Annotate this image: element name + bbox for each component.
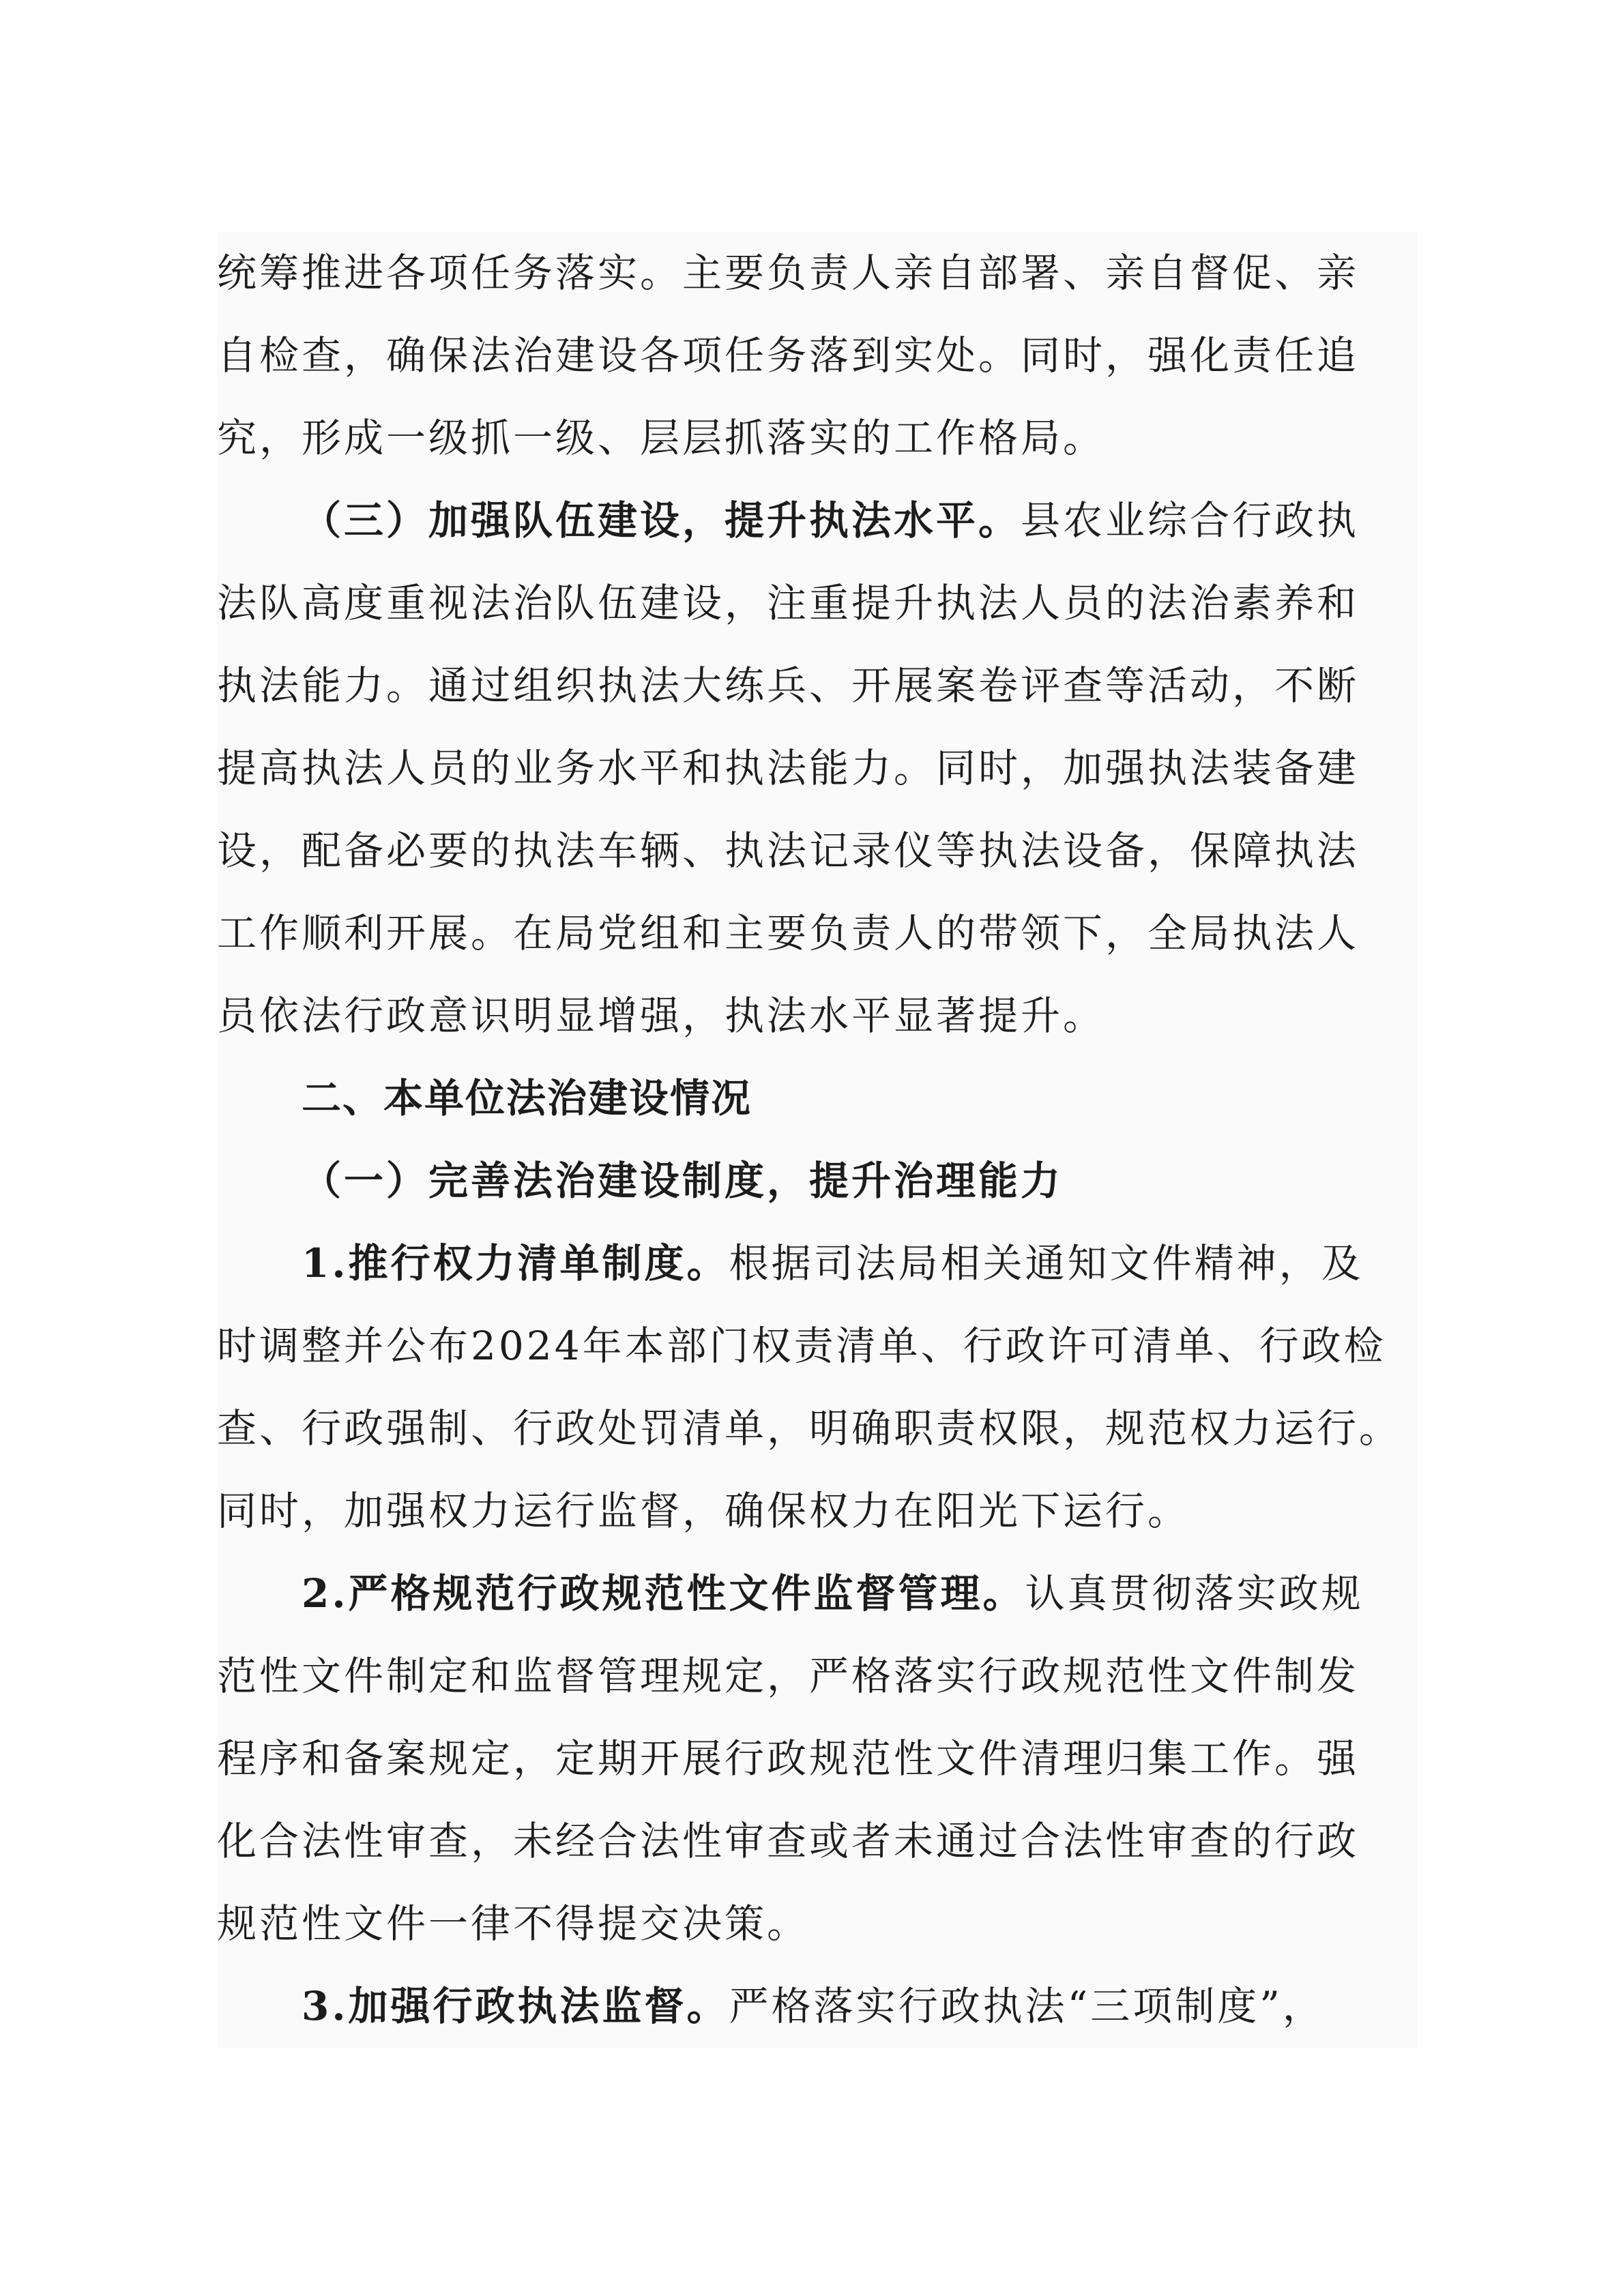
line-text: 工作顺利开展。在局党组和主要负责人的带领下，全局执法人 (217, 910, 1360, 956)
line-text: 设，配备必要的执法车辆、执法记录仪等执法设备，保障执法 (217, 827, 1360, 874)
paragraph-line (217, 1305, 1418, 1387)
paragraph-line (217, 1635, 1418, 1718)
line-text: 严格落实行政执法“三项制度”， (729, 1983, 1325, 2029)
line-text: 根据司法局相关通知文件精神，及 (729, 1240, 1364, 1286)
line-text: 究，形成一级抓一级、层层抓落实的工作格局。 (217, 415, 1106, 461)
subsection-heading-text: （一）完善法治建设制度，提升治理能力 (302, 1158, 1064, 1204)
section-heading (217, 1057, 1418, 1140)
paragraph-line (217, 727, 1418, 810)
line-text: 化合法性审查，未经合法性审查或者未通过合法性审查的行政 (217, 1818, 1360, 1864)
section-heading-text: 二、本单位法治建设情况 (302, 1075, 752, 1121)
line-text: 提高执法人员的业务水平和执法能力。同时，加强执法装备建 (217, 745, 1360, 791)
line-text: 认真贯彻落实政规 (1025, 1570, 1364, 1617)
item-lead: 3.加强行政执法监督。 (302, 1983, 729, 2029)
line-text: 同时，加强权力运行监督，确保权力在阳光下运行。 (217, 1488, 1190, 1534)
paragraph-line (217, 975, 1418, 1057)
line-text: 自检查，确保法治建设各项任务落到实处。同时，强化责任追 (217, 332, 1360, 379)
document-body (217, 232, 1418, 2048)
paragraph-line (217, 1800, 1418, 1883)
item-lead: 1.推行权力清单制度。 (302, 1240, 729, 1286)
line-text: 规范性文件一律不得提交决策。 (217, 1900, 810, 1947)
line-text: 统筹推进各项任务落实。主要负责人亲自部署、亲自督促、亲 (217, 250, 1360, 296)
line-text: 法队高度重视法治队伍建设，注重提升执法人员的法治素养和 (217, 580, 1360, 626)
paragraph-line (217, 1222, 1418, 1305)
paragraph-line (217, 645, 1418, 727)
line-text: 范性文件制定和监督管理规定，严格落实行政规范性文件制发 (217, 1653, 1360, 1699)
subsection-heading (217, 1140, 1418, 1222)
paragraph-line (217, 562, 1418, 645)
paragraph-line (217, 480, 1418, 562)
paragraph-line (217, 892, 1418, 975)
paragraph-line (217, 1470, 1418, 1552)
paragraph-line (217, 1718, 1418, 1800)
paragraph-line (217, 232, 1418, 314)
paragraph-line (217, 1965, 1418, 2048)
paragraph-line (217, 1883, 1418, 1965)
line-text: 县农业综合行政执 (1021, 497, 1360, 544)
paragraph-line (217, 1387, 1418, 1470)
section-lead: （三）加强队伍建设，提升执法水平。 (302, 497, 1021, 544)
paragraph-line (217, 810, 1418, 892)
line-text: 员依法行政意识明显增强，执法水平显著提升。 (217, 992, 1106, 1039)
item-lead: 2.严格规范行政规范性文件监督管理。 (302, 1570, 1025, 1617)
line-text: 执法能力。通过组织执法大练兵、开展案卷评查等活动，不断 (217, 662, 1360, 709)
line-text: 时调整并公布2024年本部门权责清单、行政许可清单、行政检 (217, 1323, 1386, 1369)
line-text: 查、行政强制、行政处罚清单，明确职责权限，规范权力运行。 (217, 1405, 1402, 1452)
line-text: 程序和备案规定，定期开展行政规范性文件清理归集工作。强 (217, 1735, 1360, 1782)
paragraph-line (217, 314, 1418, 397)
paragraph-line (217, 1552, 1418, 1635)
paragraph-line (217, 397, 1418, 480)
